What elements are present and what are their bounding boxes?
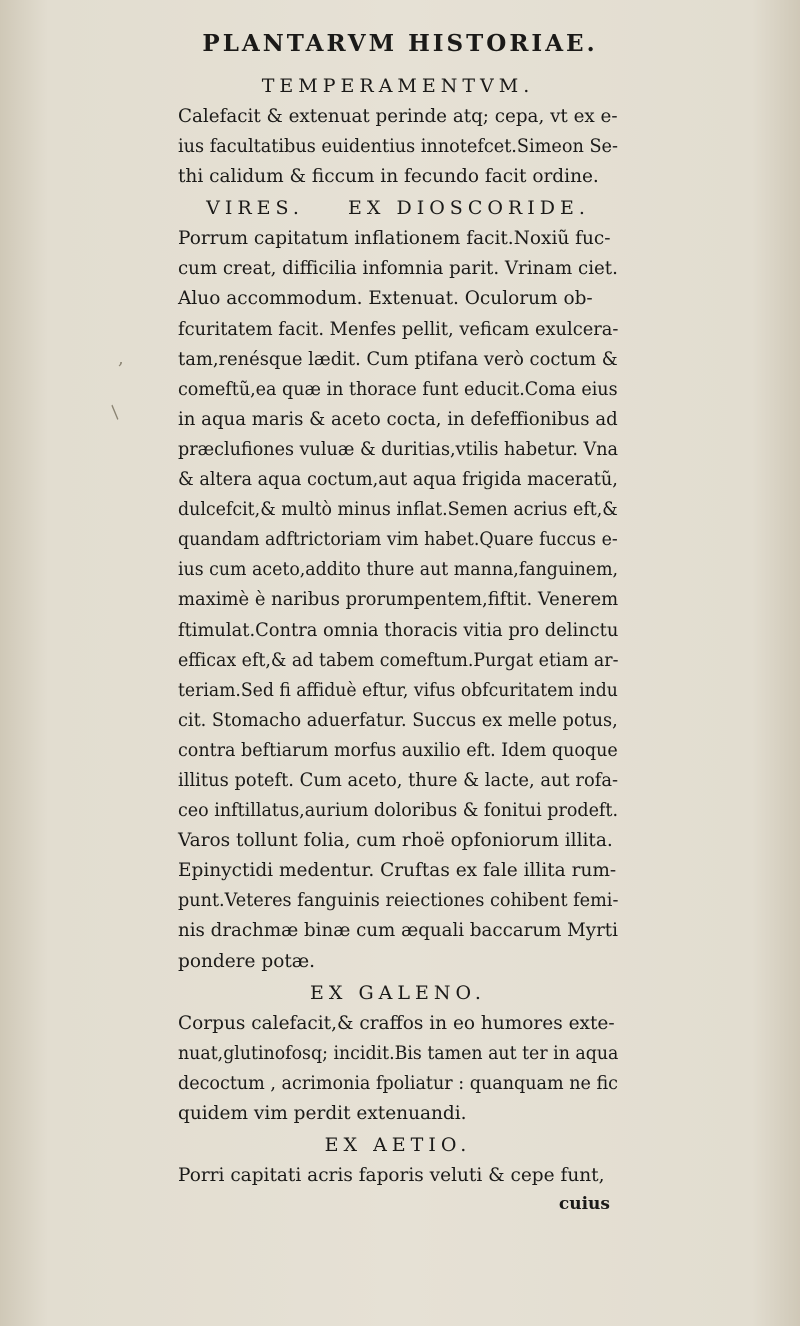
text-line: ceo inftillatus,aurium doloribus & fonitui prodeft. bbox=[178, 800, 619, 822]
margin-mark: / bbox=[105, 402, 125, 423]
text-line: Aluo accommodum. Extenuat. Oculorum ob- bbox=[178, 288, 593, 310]
text-line: ius cum aceto,addito thure aut manna,fanguinem, bbox=[178, 559, 619, 581]
text-line: decoctum , acrimonia fpoliatur : quanquam ne fic bbox=[178, 1072, 618, 1094]
text-line: illitus poteft. Cum aceto, thure & lacte, aut rofa- bbox=[178, 769, 619, 791]
text-line: punt.Veteres fanguinis reiectiones cohibent femi- bbox=[178, 890, 619, 912]
text-line: ius facultatibus euidentius innotefcet.Simeon Se- bbox=[178, 136, 618, 158]
text-line: Porri capitati acris faporis veluti & cepe funt, bbox=[178, 1165, 605, 1186]
margin-mark: , bbox=[118, 348, 124, 369]
text-line: & altera aqua coctum,aut aqua frigida maceratũ, bbox=[178, 469, 618, 491]
text-block bbox=[178, 70, 618, 1217]
text-line: cit. Stomacho aduerfatur. Succus ex melle potus, bbox=[178, 709, 618, 731]
text-line: nuat,glutinofosq; incidit.Bis tamen aut ter in aqua bbox=[178, 1042, 619, 1064]
text-line: efficax eft,& ad tabem comeftum.Purgat etiam ar- bbox=[178, 649, 619, 671]
text-line: contra beftiarum morfus auxilio eft. Idem quoque bbox=[178, 739, 618, 761]
text-line: in aqua maris & aceto cocta, in defeffionibus ad bbox=[178, 408, 618, 430]
text-line: Varos tollunt folia, cum rhoë opfoniorum illita. bbox=[178, 830, 613, 852]
text-line: nis drachmæ binæ cum æquali baccarum Myrti bbox=[178, 920, 618, 942]
text-line: quidem vim perdit extenuandi. bbox=[178, 1102, 467, 1124]
text-line: præclufiones vuluæ & duritias,vtilis habetur. Vna bbox=[178, 438, 619, 460]
text-line: quandam adftrictoriam vim habet.Quare fuccus e- bbox=[178, 529, 618, 551]
text-line: ftimulat.Contra omnia thoracis vitia pro delinctu bbox=[178, 619, 619, 641]
section-heading: EX AETIO. bbox=[324, 1134, 472, 1156]
text-line: thi calidum & ficcum in fecundo facit ordine. bbox=[178, 166, 599, 188]
running-head: PLANTARVM HISTORIAE. bbox=[202, 30, 598, 57]
catchword: cuius bbox=[558, 1194, 610, 1215]
text-line: comeftũ,ea quæ in thorace funt educit.Coma eius bbox=[178, 378, 618, 400]
text-line: teriam.Sed fi affiduè eftur, vifus obfcuritatem indu bbox=[178, 679, 618, 701]
text-line: Calefacit & extenuat perinde atq; cepa, vt ex e- bbox=[178, 106, 618, 127]
text-line: Epinyctidi medentur. Cruftas ex fale illita rum- bbox=[178, 860, 617, 882]
text-line: cum creat, difficilia infomnia parit. Vrinam ciet. bbox=[178, 258, 618, 280]
text-line: maximè è naribus prorumpentem,fiftit. Venerem bbox=[178, 589, 619, 611]
section-heading: EX GALENO. bbox=[310, 981, 486, 1004]
text-line: fcuritatem facit. Menfes pellit, veficam exulcera- bbox=[178, 318, 619, 340]
text-line: tam,renésque lædit. Cum ptifana verò coctum & bbox=[178, 348, 618, 370]
text-line: dulcefcit,& multò minus inflat.Semen acrius eft,& bbox=[178, 499, 618, 521]
section-heading: VIRES. EX DIOSCORIDE. bbox=[206, 197, 590, 220]
section-heading: TEMPERAMENTVM. bbox=[261, 75, 535, 97]
text-line: Corpus calefacit,& craffos in eo humores exte- bbox=[178, 1012, 615, 1034]
text-line: Porrum capitatum inflationem facit.Noxiũ fuc- bbox=[178, 228, 611, 250]
text-line: pondere potæ. bbox=[178, 950, 316, 972]
